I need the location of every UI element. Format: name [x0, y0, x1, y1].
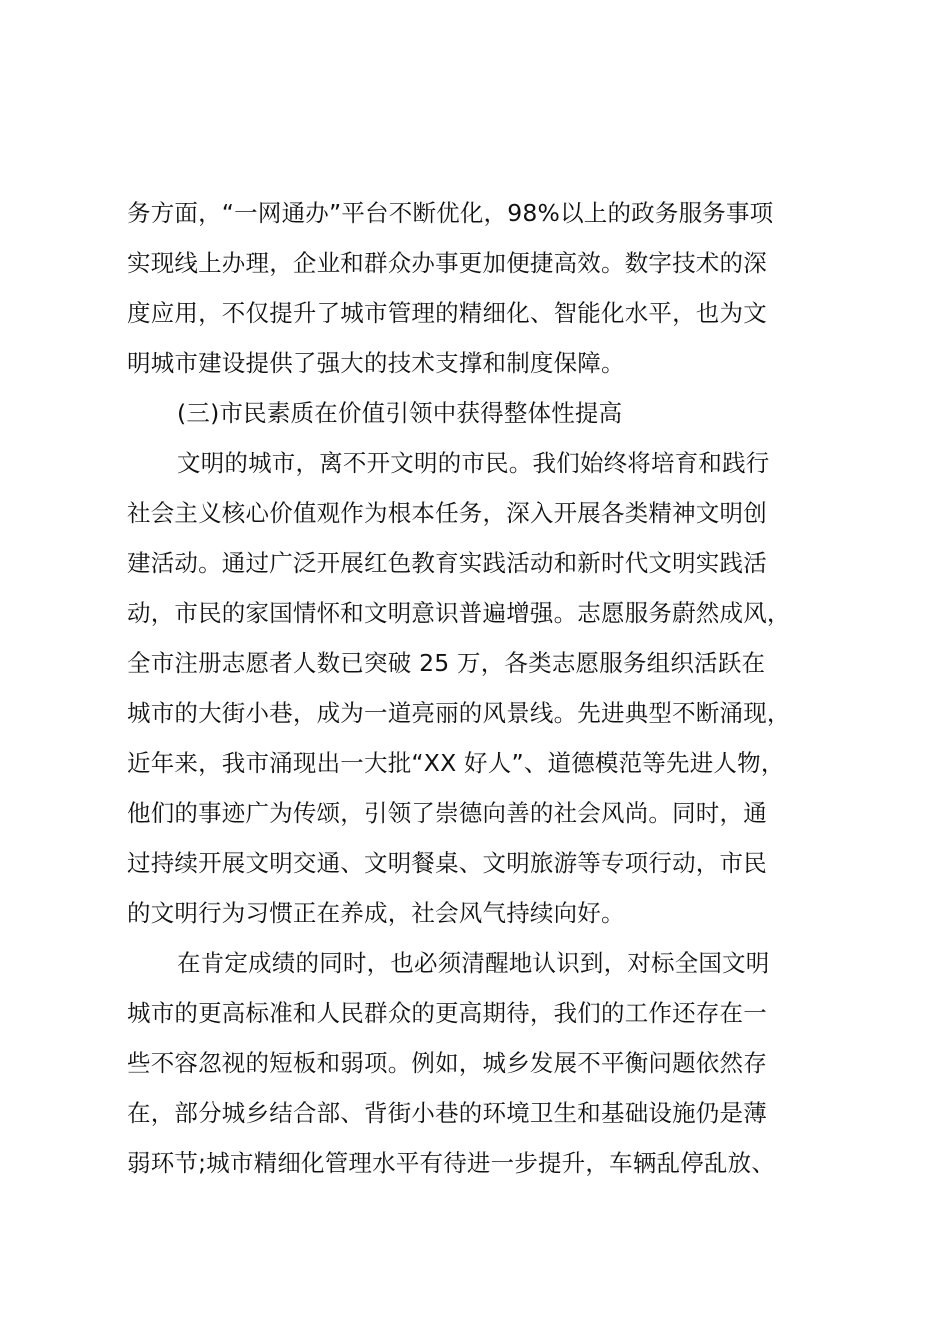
text-line: 明城市建设提供了强大的技术支撑和制度保障。: [127, 349, 625, 377]
text-line: 近年来，我市涌现出一大批“XX 好人”、道德模范等先进人物，: [127, 749, 785, 777]
text-line: 社会主义核心价值观作为根本任务，深入开展各类精神文明创: [127, 499, 767, 527]
text-line: 过持续开展文明交通、文明餐桌、文明旅游等专项行动，市民: [127, 849, 767, 877]
text-line: 弱环节;城市精细化管理水平有待进一步提升，车辆乱停乱放、: [127, 1149, 776, 1177]
text-line: 动，市民的家国情怀和文明意识普遍增强。志愿服务蔚然成风，: [127, 599, 791, 627]
text-line: 城市的大街小巷，成为一道亮丽的风景线。先进典型不断涌现，: [127, 699, 791, 727]
text-line: 务方面，“一网通办”平台不断优化，98%以上的政务服务事项: [127, 199, 774, 227]
text-line: 他们的事迹广为传颂，引领了崇德向善的社会风尚。同时，通: [127, 799, 767, 827]
text-line: 在，部分城乡结合部、背街小巷的环境卫生和基础设施仍是薄: [127, 1099, 767, 1127]
section-heading: (三)市民素质在价值引领中获得整体性提高: [177, 399, 623, 427]
text-line: 度应用，不仅提升了城市管理的精细化、智能化水平，也为文: [127, 299, 767, 327]
text-line: 文明的城市，离不开文明的市民。我们始终将培育和践行: [177, 449, 770, 477]
text-line: 建活动。通过广泛开展红色教育实践活动和新时代文明实践活: [127, 549, 767, 577]
text-line: 实现线上办理，企业和群众办事更加便捷高效。数字技术的深: [127, 249, 767, 277]
text-line: 在肯定成绩的同时，也必须清醒地认识到，对标全国文明: [177, 949, 770, 977]
text-line: 全市注册志愿者人数已突破 25 万，各类志愿服务组织活跃在: [127, 649, 766, 677]
text-line: 些不容忽视的短板和弱项。例如，城乡发展不平衡问题依然存: [127, 1049, 767, 1077]
text-line: 的文明行为习惯正在养成，社会风气持续向好。: [127, 899, 625, 927]
text-line: 城市的更高标准和人民群众的更高期待，我们的工作还存在一: [127, 999, 767, 1027]
